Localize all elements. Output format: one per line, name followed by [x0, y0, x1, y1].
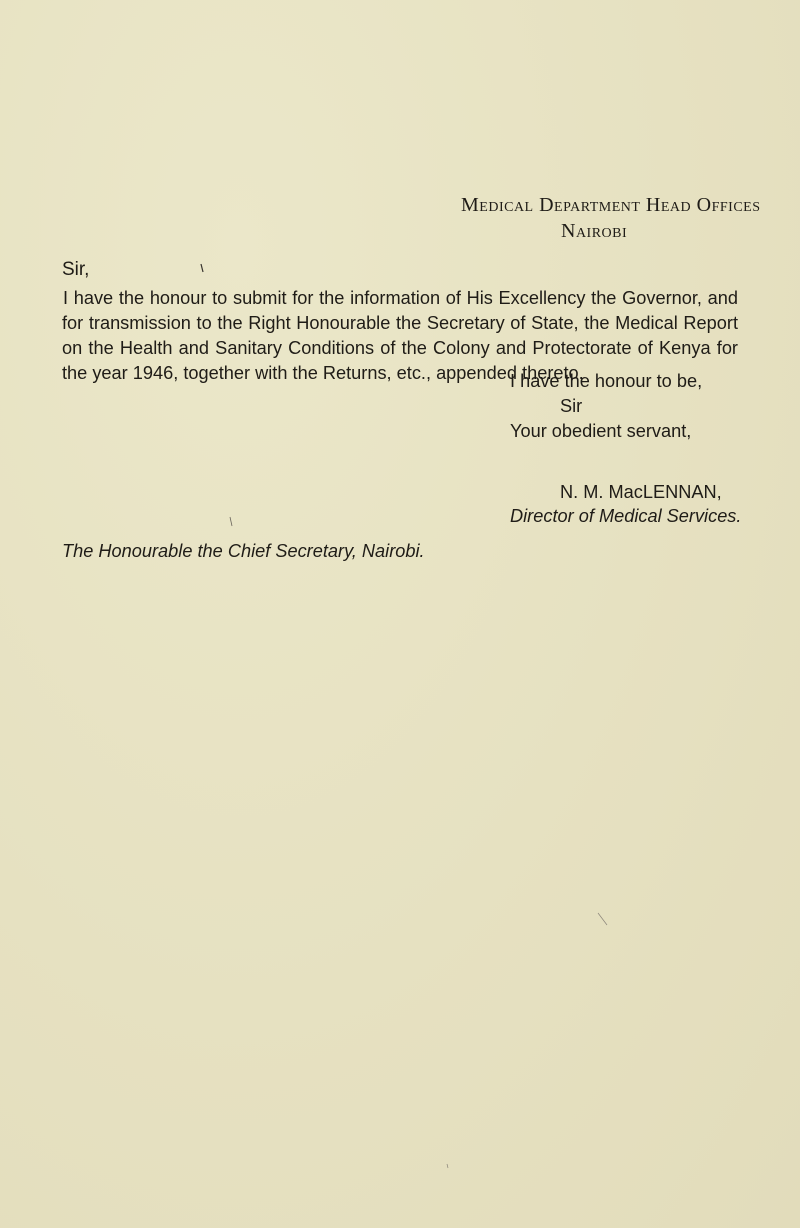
closing-line-1: I have the honour to be, [510, 371, 703, 391]
department-heading: Medical Department Head Offices [461, 194, 761, 216]
signer-name: N. M. MacLENNAN, [560, 482, 722, 502]
signer-title: Director of Medical Services. [510, 506, 742, 526]
closing-line-3: Your obedient servant, [510, 421, 692, 441]
salutation: Sir, [62, 259, 90, 280]
city-heading: Nairobi [561, 220, 628, 242]
closing-line-2: Sir [560, 396, 583, 416]
addressee: The Honourable the Chief Secretary, Nairobi. [62, 541, 425, 561]
letterhead [461, 192, 791, 244]
letter-body: I have the honour to submit for the information of His Excellency the Governor, and for transmission to the Right Honourable the Secretary of State, the Medical Report on the Health and Sanitary Conditions of the Colony and Protectorate of Kenya for the year 1946, together with the Returns, etc., appended thereto. [62, 288, 738, 383]
